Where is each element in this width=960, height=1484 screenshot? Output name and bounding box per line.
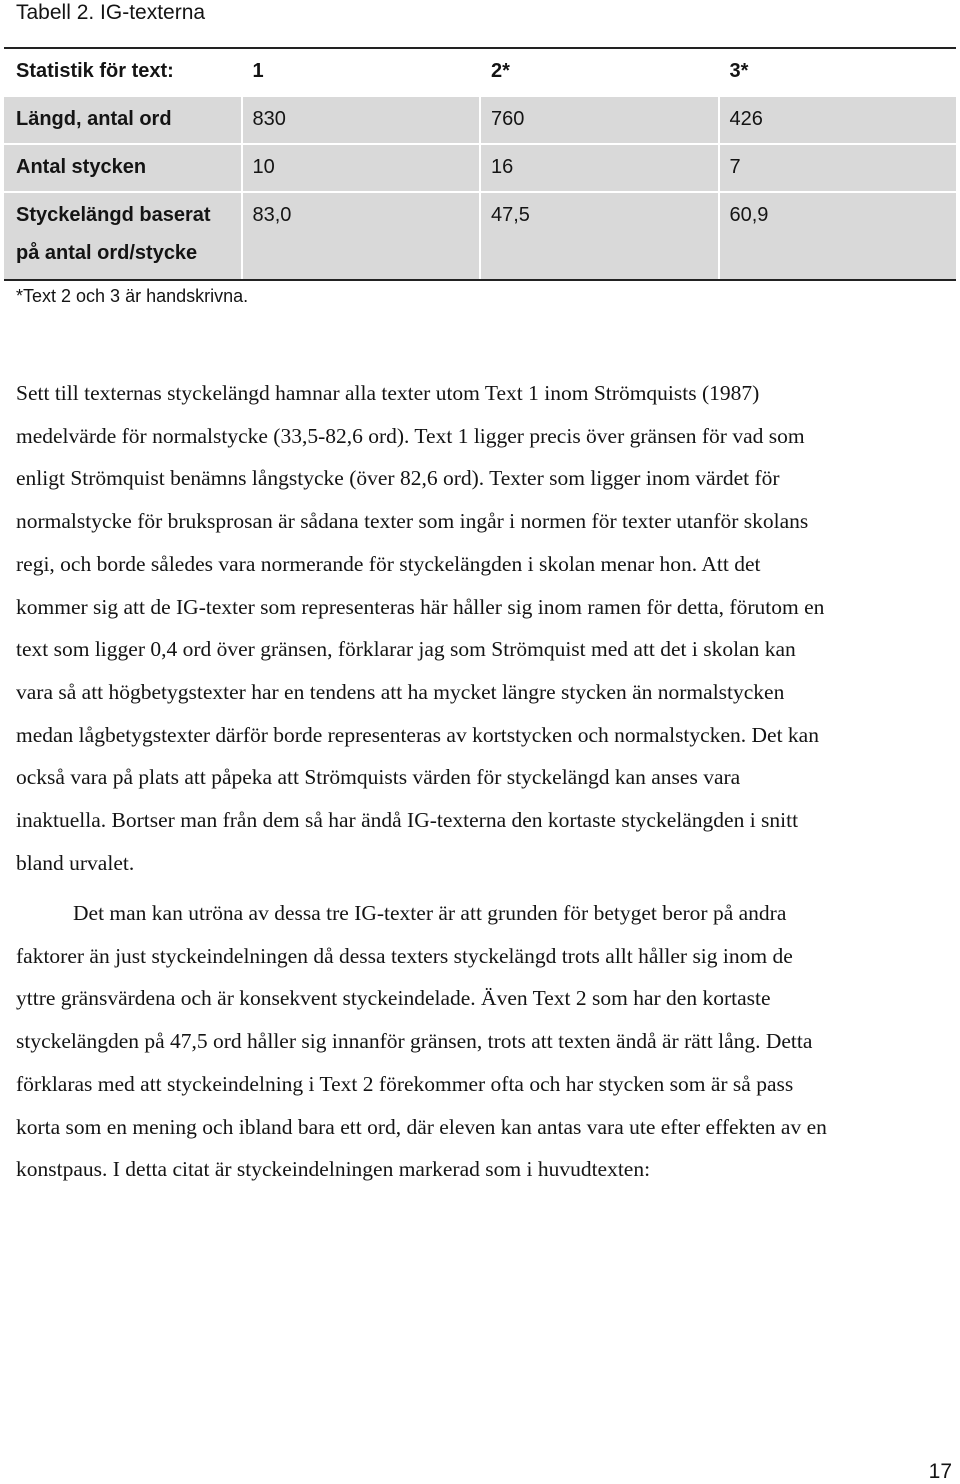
table-cell: 60,9 — [720, 193, 957, 279]
text-line: medan lågbetygstexter därför borde representeras av kortstycken och normalstycken. Det kan — [16, 722, 819, 747]
body-paragraph-2 — [16, 892, 956, 1191]
table-cell: 83,0 — [243, 193, 480, 279]
text-line: vara så att högbetygstexter har en tendens att ha mycket längre stycken än normalstycken — [16, 679, 785, 704]
header-cell-text-3: 3* — [720, 49, 957, 95]
table-cell: 830 — [243, 97, 480, 143]
table-cell: 10 — [243, 145, 480, 191]
table-row-paragraph-length — [4, 193, 956, 279]
row-label-line: på antal ord/stycke — [16, 242, 198, 264]
text-line: kommer sig att de IG-texter som representeras här håller sig inom ramen för detta, förutom en — [16, 594, 825, 619]
table-header-row — [4, 49, 956, 97]
text-line: medelvärde för normalstycke (33,5-82,6 ord). Text 1 ligger precis över gränsen för vad som — [16, 423, 805, 448]
body-paragraph-1 — [16, 372, 956, 884]
text-line: text som ligger 0,4 ord över gränsen, förklarar jag som Strömquist med att det i skolan kan — [16, 637, 796, 662]
text-line: Sett till texternas styckelängd hamnar alla texter utom Text 1 inom Strömquists (1987) — [16, 381, 760, 405]
table-cell: 760 — [481, 97, 718, 143]
text-line: konstpaus. I detta citat är styckeindelningen markerad som i huvudtexten: — [16, 1157, 651, 1182]
text-line: förklaras med att styckeindelning i Text 2 förekommer ofta och har stycken som är så pass — [16, 1071, 794, 1096]
row-label: Antal stycken — [4, 145, 241, 191]
text-line: också vara på plats att påpeka att Strömquists värden för styckelängd kan anses vara — [16, 765, 741, 790]
table-caption: Tabell 2. IG-texterna — [16, 1, 206, 24]
header-cell-text-1: 1 — [243, 49, 480, 95]
text-line: faktorer än just styckeindelningen då dessa texters styckelängd trots allt håller sig inom de — [16, 943, 793, 968]
table-row-paragraph-count — [4, 145, 956, 193]
text-line: inaktuella. Bortser man från dem så har ändå IG-texterna den kortaste styckelängden i snitt — [16, 808, 799, 833]
text-line: Det man kan utröna av dessa tre IG-texter är att grunden för betyget beror på andra — [73, 901, 787, 925]
table-cell: 7 — [720, 145, 957, 191]
row-label — [4, 193, 241, 279]
row-label-line: Styckelängd baserat — [16, 204, 211, 226]
table-cell: 47,5 — [481, 193, 718, 279]
table-row-length — [4, 97, 956, 145]
text-line: normalstycke för bruksprosan är sådana texter som ingår i normen för texter utanför skolans — [16, 509, 809, 534]
table-footnote: *Text 2 och 3 är handskrivna. — [16, 286, 249, 306]
text-line: yttre gränsvärdena och är konsekvent styckeindelade. Även Text 2 som har den kortaste — [16, 986, 771, 1011]
text-line: enligt Strömquist benämns långstycke (över 82,6 ord). Texter som ligger inom värdet för — [16, 466, 780, 491]
text-line: bland urvalet. — [16, 850, 135, 875]
text-line: korta som en mening och ibland bara ett ord, där eleven kan antas vara ute efter effekten av en — [16, 1114, 827, 1139]
table-cell: 426 — [720, 97, 957, 143]
statistics-table — [4, 47, 956, 281]
header-cell-text-2: 2* — [481, 49, 718, 95]
text-line: regi, och borde således vara normerande för styckelängden i skolan menar hon. Att det — [16, 551, 761, 576]
text-line: styckelängden på 47,5 ord håller sig innanför gränsen, trots att texten ändå är rätt lång. Detta — [16, 1029, 813, 1054]
table-cell: 16 — [481, 145, 718, 191]
header-cell-label: Statistik för text: — [4, 49, 241, 95]
row-label: Längd, antal ord — [4, 97, 241, 143]
page-number: 17 — [928, 1460, 952, 1483]
